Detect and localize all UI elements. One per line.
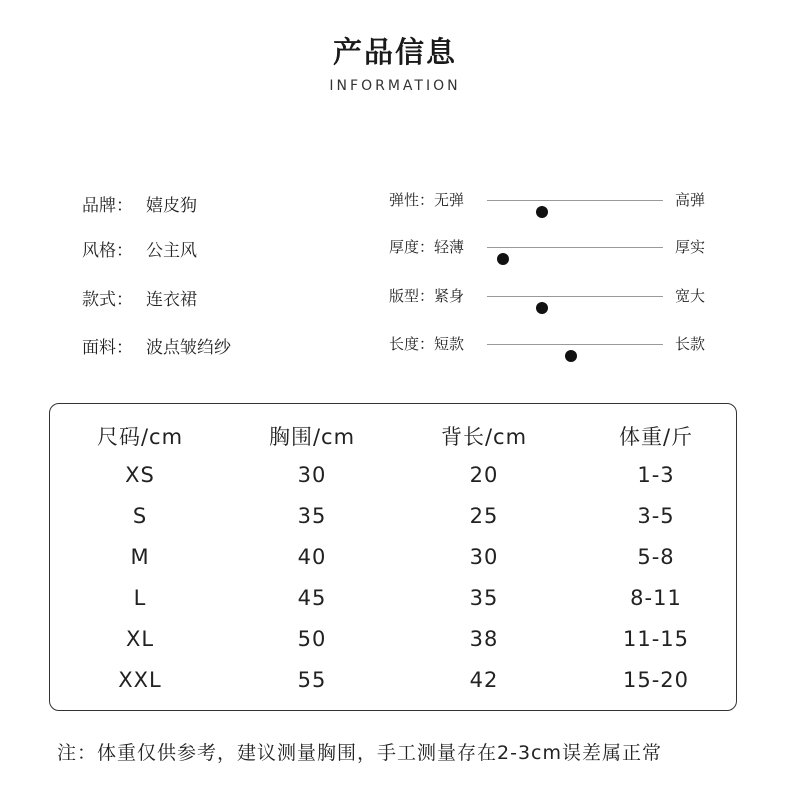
attr-type (82, 285, 197, 310)
table-cell: 50 (297, 627, 327, 651)
attr-style (82, 236, 197, 261)
scale-thickness (389, 236, 719, 260)
scale-knob (536, 302, 548, 314)
table-cell: 30 (469, 545, 499, 569)
table-header: 胸围/cm (268, 425, 356, 449)
table-cell: 25 (469, 504, 499, 528)
attr-value: 嬉皮狗 (146, 196, 197, 216)
attr-value: 公主风 (146, 241, 197, 261)
scale-label: 弹性：无弹 (389, 191, 465, 209)
table-header: 体重/斤 (618, 425, 694, 449)
scale-right-label: 长款 (675, 335, 706, 353)
table-cell: L (133, 586, 147, 610)
table-cell: 40 (297, 545, 327, 569)
table-cell: 15-20 (622, 668, 690, 692)
scale-label: 厚度：轻薄 (389, 238, 465, 256)
scale-elasticity (389, 189, 719, 213)
table-cell: M (130, 545, 150, 569)
page-subtitle: INFORMATION (329, 78, 461, 94)
attr-fabric (82, 333, 231, 358)
table-cell: 5-8 (637, 545, 675, 569)
scale-track (487, 200, 663, 201)
table-cell: 1-3 (637, 463, 675, 487)
attr-value: 连衣裙 (146, 290, 197, 310)
scale-label: 长度：短款 (389, 335, 465, 353)
attr-value: 波点皱绉纱 (146, 338, 231, 358)
table-cell: XXL (118, 668, 162, 692)
table-cell: 3-5 (637, 504, 675, 528)
scale-knob (536, 206, 548, 218)
scale-fit (389, 285, 719, 309)
table-cell: 11-15 (622, 627, 690, 651)
scale-right-label: 高弹 (675, 191, 706, 209)
attr-label: 风格： (82, 241, 133, 261)
table-cell: XL (125, 627, 155, 651)
table-cell: S (132, 504, 148, 528)
footnote: 注：体重仅供参考，建议测量胸围，手工测量存在2-3cm误差属正常 (57, 742, 662, 764)
table-cell: 42 (469, 668, 499, 692)
attr-label: 品牌： (82, 196, 133, 216)
table-cell: 30 (297, 463, 327, 487)
scale-right-label: 厚实 (675, 238, 706, 256)
size-table (49, 403, 737, 711)
scale-right-label: 宽大 (675, 287, 706, 305)
scale-knob (497, 253, 509, 265)
table-cell: 35 (297, 504, 327, 528)
table-cell: 45 (297, 586, 327, 610)
table-cell: 8-11 (630, 586, 682, 610)
table-cell: 55 (297, 668, 327, 692)
page-title: 产品信息 (332, 35, 457, 69)
table-header: 背长/cm (440, 425, 528, 449)
scale-length (389, 333, 719, 357)
table-header: 尺码/cm (96, 425, 184, 449)
table-cell: XS (125, 463, 155, 487)
table-cell: 38 (469, 627, 499, 651)
scale-track (487, 344, 663, 345)
attr-label: 款式： (82, 290, 133, 310)
scale-track (487, 296, 663, 297)
scale-knob (565, 350, 577, 362)
attr-brand (82, 191, 197, 216)
table-cell: 35 (469, 586, 499, 610)
table-cell: 20 (469, 463, 499, 487)
scale-label: 版型：紧身 (389, 287, 465, 305)
attr-label: 面料： (82, 338, 133, 358)
scale-track (487, 247, 663, 248)
